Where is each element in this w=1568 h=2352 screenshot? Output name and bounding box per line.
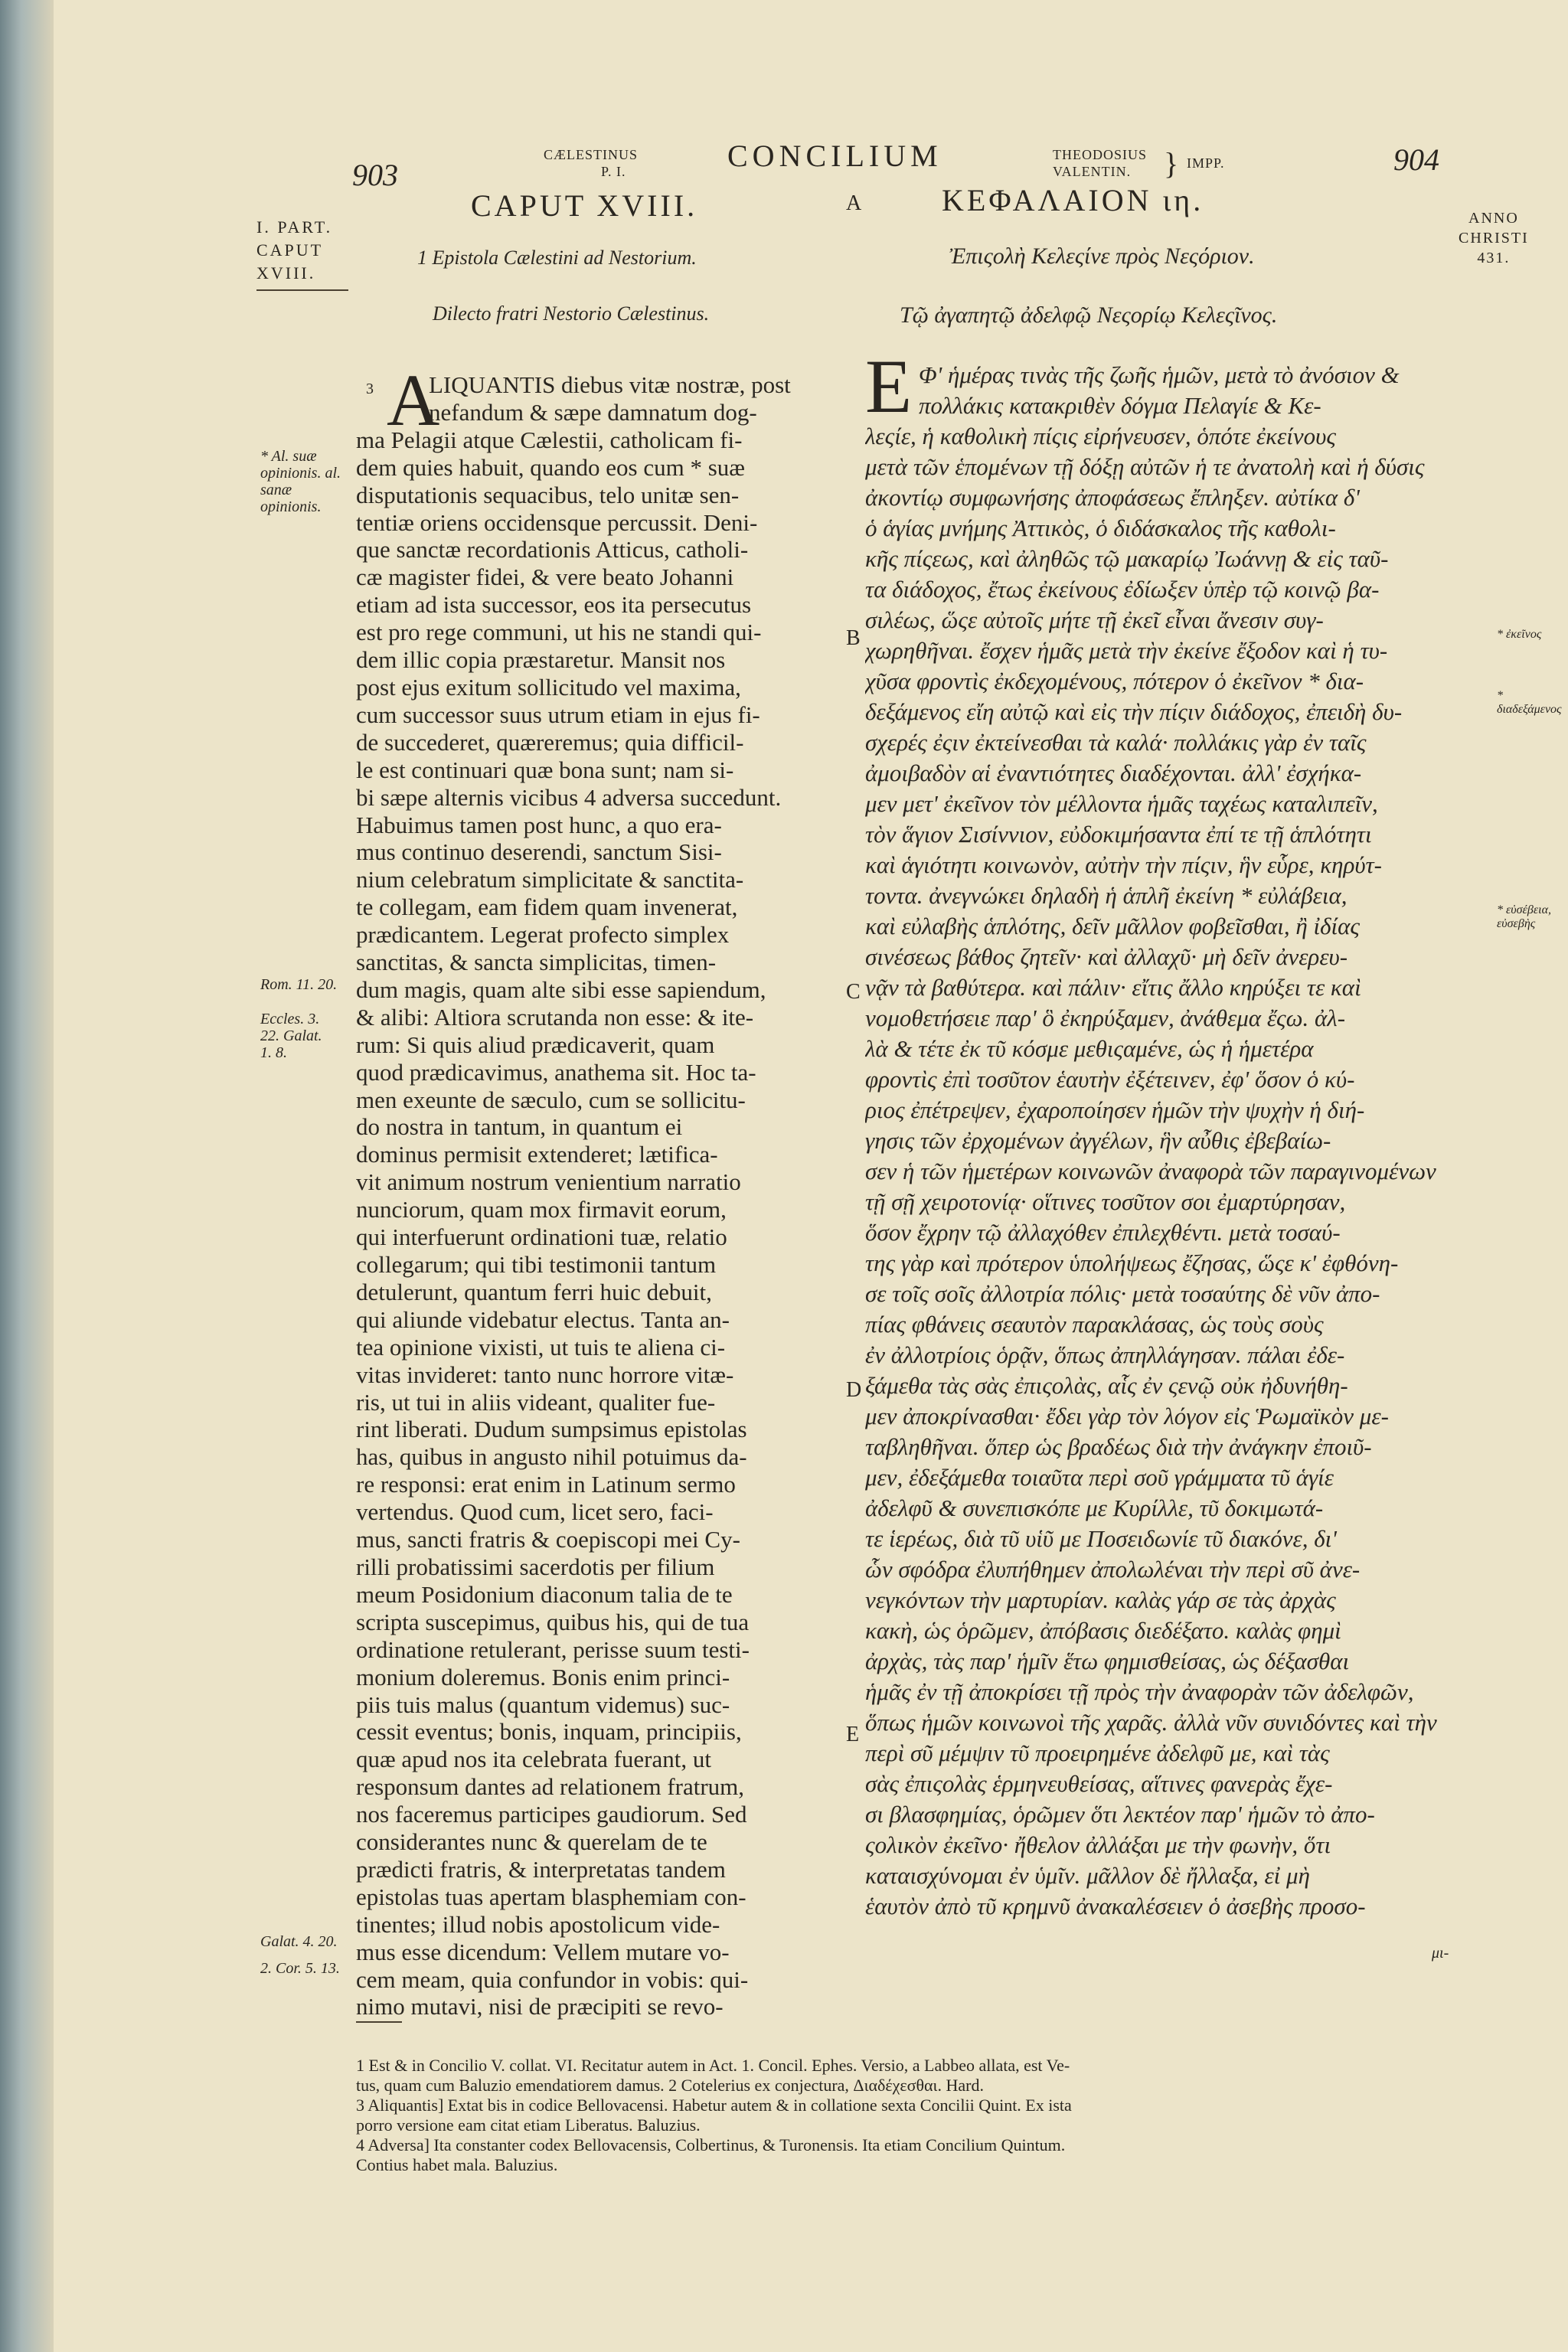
- latin-text-line: que sanctæ recordationis Atticus, catholi-: [356, 536, 749, 564]
- greek-text-line: ἀρχὰς, τὰς παρ' ἡμῖν ἕτω φημισθείσας, ὡς δέξασθαι: [865, 1648, 1350, 1674]
- greek-text-line: ἡμᾶς ἐν τῇ ἀποκρίσει τῇ πρὸς τὴν ἀναφορὰν τῶν ἀδελφῶν,: [865, 1678, 1414, 1705]
- latin-text-line: le est continuari quæ bona sunt; nam si-: [356, 756, 734, 783]
- greek-text-line: σχερές ἐςιν ἐκτείνεσθαι τὰ καλά· πολλάκις γὰρ ἐν ταῖς: [865, 729, 1367, 756]
- greek-text-line: ὅσον ἔχρην τῷ ἀλλαχόθεν ἐπιλεχθέντι. μετὰ τοσαύ-: [865, 1219, 1341, 1246]
- latin-text-line: nos faceremus participes gaudiorum. Sed: [356, 1801, 747, 1828]
- greek-text-line: σιλέως, ὥςε αὐτοῖς μήτε τῇ ἐκεῖ εἶναι ἄνεσιν συγ-: [865, 606, 1324, 633]
- latin-text-line: nefandum & sæpe damnatum dog-: [429, 398, 757, 426]
- greek-text-line: ἀδελφῦ & συνεπισκόπε με Κυρίλλε, τῦ δοκιμωτά-: [865, 1494, 1324, 1521]
- latin-text-line: tea opinione vixisti, ut tuis te aliena ci-: [356, 1333, 726, 1361]
- part-indicator: [256, 216, 332, 285]
- latin-text-line: dominus permisit extenderet; lætifica-: [356, 1141, 718, 1168]
- greek-text-line: ξάμεθα τὰς σὰς ἐπιςολὰς, αἷς ἐν ςενῷ οὐκ ἠδυνήθη-: [865, 1372, 1348, 1399]
- latin-text-line: vit animum nostrum venientium narratio: [356, 1168, 741, 1196]
- latin-text-line: post ejus exitum sollicitudo vel maxima,: [356, 673, 741, 701]
- latin-text-line: nium celebratum simplicitate & sanctita-: [356, 866, 744, 893]
- book-page: [54, 0, 1568, 2352]
- greek-text-line: καὶ ἁγιότητι κοινωνὸν, αὐτὴν τὴν πίςιν, ἣν εὗρε, κηρύτ-: [865, 851, 1382, 878]
- greek-text-line: ταβληθῆναι. ὅπερ ὡς βραδέως διὰ τὴν ἀνάγκην ἐποιῦ-: [865, 1433, 1372, 1460]
- latin-text-line: prædicantem. Legerat profecto simplex: [356, 921, 730, 949]
- running-title: CONCILIUM: [727, 139, 942, 173]
- margin-note-rom: Rom. 11. 20.: [260, 976, 338, 993]
- header-left-small-bottom: P. I.: [601, 164, 626, 179]
- latin-text-line: dem illic copia præstaretur. Mansit nos: [356, 646, 726, 674]
- greek-text-line: σεν ἡ τῶν ἡμετέρων κοινωνῶν ἀναφορὰ τῶν παραγινομένων: [865, 1158, 1436, 1184]
- latin-text-line: epistolas tuas apertam blasphemiam con-: [356, 1883, 746, 1910]
- margin-note-variant: * Al. suæ opinionis. al. sanæ opinionis.: [260, 448, 341, 515]
- anno-line: ANNO: [1468, 210, 1519, 227]
- latin-text-line: bi sæpe alternis vicibus 4 adversa succedunt.: [356, 783, 782, 811]
- latin-text-line: re responsi: erat enim in Latinum sermo: [356, 1471, 736, 1498]
- margin-note-cor: 2. Cor. 5. 13.: [260, 1960, 340, 1977]
- latin-text-line: collegarum; qui tibi testimonii tantum: [356, 1251, 717, 1278]
- latin-text-column: [356, 371, 865, 2020]
- latin-text-line: mus continuo deserendi, sanctum Sisi-: [356, 838, 722, 866]
- column-end-rule: [356, 2021, 402, 2023]
- margin-rule: [256, 289, 348, 291]
- margin-note-eusebeia: * εὐσέβεια, εὐσεβὴς: [1497, 903, 1551, 930]
- greek-text-line: τὸν ἅγιον Σισίννιον, εὐδοκιμήσαντα ἐπί τε τῇ ἁπλότητι: [865, 821, 1372, 848]
- book-page-edge: [0, 0, 54, 2352]
- greek-chapter-heading: ΚΕΦΑΛΑΙΟΝ ιη.: [942, 183, 1204, 217]
- greek-text-line: πίας φθάνεις σεαυτὸν παρακλάσας, ὡς τοὺς σοὺς: [865, 1311, 1324, 1338]
- latin-text-line: est pro rege communi, ut his ne standi qui-: [356, 619, 762, 646]
- anno-christi: [1459, 208, 1529, 268]
- latin-text-line: dem quies habuit, quando eos cum * suæ: [356, 453, 745, 481]
- greek-text-line: λὰ & τέτε ἐκ τῦ κόσμε μεθιςαμένε, ὡς ἡ ἡμετέρα: [865, 1035, 1314, 1062]
- latin-text-line: cem meam, quia confundor in vobis: qui-: [356, 1965, 749, 1993]
- latin-text-line: quæ apud nos ita celebrata fuerant, ut: [356, 1746, 711, 1773]
- header-left-small-top: CÆLESTINUS: [544, 147, 639, 162]
- margin-note-galat: Galat. 4. 20.: [260, 1933, 338, 1950]
- latin-text-line: te collegam, eam fidem quam invenerat,: [356, 893, 738, 921]
- header-right-small-top: THEODOSIUS: [1053, 147, 1148, 162]
- section-letter-a: A: [846, 191, 862, 215]
- section-letter-b: B: [846, 626, 861, 650]
- greek-text-line: σινέσεως βάθος ζητεῖν· καὶ ἀλλαχῦ· μὴ δεῖν ἀνερευ-: [865, 943, 1348, 970]
- latin-text-line: mus, sancti fratris & coepiscopi mei Cy-: [356, 1526, 740, 1553]
- latin-text-line: de succederet, quæreremus; quia difficil-: [356, 728, 744, 756]
- latin-text-line: rint liberati. Dudum sumpsimus epistolas: [356, 1416, 747, 1443]
- latin-text-line: vitas invideret: tanto nunc horrore vitæ-: [356, 1361, 734, 1388]
- latin-text-line: dum magis, quam alte sibi esse sapiendum,: [356, 975, 766, 1003]
- greek-text-line: ἐν ἀλλοτρίοις ὁρᾷν, ὅπως ἀπηλλάγησαν. πάλαι ἐδε-: [865, 1341, 1345, 1368]
- right-page-number: 904: [1393, 142, 1439, 177]
- greek-text-line: ςολικὸν ἐκεῖνο· ἤθελον ἀλλάξαι με τὴν φωνὴν, ὅτι: [865, 1831, 1331, 1858]
- part-line: CAPUT: [256, 240, 324, 260]
- latin-text-line: etiam ad ista successor, eos ita persecutus: [356, 591, 752, 619]
- latin-text-line: ordinatione retulerant, perisse suum testi-: [356, 1635, 750, 1663]
- latin-epistle-title: 1 Epistola Cælestini ad Nestorium.: [417, 247, 697, 269]
- header-right-suffix: IMPP.: [1187, 155, 1225, 171]
- greek-text-column: [865, 360, 1485, 1922]
- greek-text-line: φροντὶς ἐπὶ τοσῦτον ἑαυτὴν ἐξέτεινεν, ἐφ' ὅσον ὁ κύ-: [865, 1066, 1355, 1093]
- latin-text-line: rilli probatissimi sacerdotis per filium: [356, 1553, 715, 1580]
- greek-text-line: μετὰ τῶν ἑπομένων τῇ δόξῃ αὐτῶν ἡ τε ἀνατολὴ καὶ ἡ δύσις: [865, 453, 1425, 480]
- footnote-line: 3 Aliquantis] Extat bis in codice Bellovacensi. Habetur autem & in collatione sexta Concilii Quint. Ex ista: [356, 2096, 1072, 2115]
- margin-note-diadexamenos: * διαδεξάμενος: [1497, 689, 1562, 716]
- greek-text-line: μεν ἀποκρίνασθαι· ἔδει γὰρ τὸν λόγον εἰς Ῥωμαϊκὸν με-: [865, 1403, 1389, 1429]
- latin-text-line: LIQUANTIS diebus vitæ nostræ, post: [429, 371, 791, 398]
- greek-text-line: νᾷν τὰ βαθύτερα. καὶ πάλιν· εἴτις ἄλλο κηρύξει τε καὶ: [865, 974, 1361, 1001]
- greek-text-line: ὧν σφόδρα ἐλυπήθημεν ἀπολωλέναι τὴν περὶ σῦ ἀνε-: [865, 1556, 1361, 1583]
- greek-text-line: κῆς πίςεως, καὶ ἀληθῶς τῷ μακαρίῳ Ἰωάννῃ & εἰς ταῦ-: [865, 545, 1389, 572]
- footnote-line: porro versione eam citat etiam Liberatus. Baluzius.: [356, 2115, 701, 2135]
- anno-line: CHRISTI: [1459, 230, 1529, 247]
- latin-text-line: responsum dantes ad relationem fratrum,: [356, 1773, 745, 1801]
- latin-text-line: disputationis sequacibus, telo unitæ sen-: [356, 481, 740, 508]
- latin-text-line: men exeunte de sæculo, cum se sollicitu-: [356, 1086, 746, 1113]
- latin-text-line: rum: Si quis aliud prædicaverit, quam: [356, 1031, 715, 1058]
- latin-text-line: qui interfuerunt ordinationi tuæ, relatio: [356, 1223, 727, 1251]
- greek-text-line: χῦσα φροντὶς ἐκδεχομένους, πότερον ὁ ἐκεῖνον * δια-: [865, 668, 1364, 694]
- greek-text-line: μεν, ἐδεξάμεθα τοιαῦτα περὶ σοῦ γράμματα τῦ ἁγίε: [865, 1464, 1334, 1491]
- latin-text-line: scripta suscepimus, quibus his, qui de tua: [356, 1608, 750, 1635]
- latin-text-line: nimo mutavi, nisi de præcipiti se revo-: [356, 1993, 724, 2020]
- latin-text-line: & alibi: Altiora scrutanda non esse: & ite-: [356, 1003, 754, 1031]
- footnote-line: 4 Adversa] Ita constanter codex Bellovacensis, Colbertinus, & Turonensis. Ita etiam Concilium Quintum.: [356, 2135, 1066, 2154]
- greek-text-line: κακὴ, ὡς ὁρῶμεν, ἀπόβασις διεδέξατο. καλὰς φημὶ: [865, 1617, 1341, 1644]
- greek-text-line: τε ἱερέως, διὰ τῦ υἱῦ με Ποσειδωνίε τῦ διακόνε, δι': [865, 1525, 1337, 1552]
- latin-text-line: has, quibus in angusto nihil potuimus da-: [356, 1443, 747, 1471]
- latin-text-line: mus esse dicendum: Vellem mutare vo-: [356, 1938, 730, 1965]
- footnote-line: Contius habet mala. Baluzius.: [356, 2155, 558, 2174]
- latin-text-line: quod prædicavimus, anathema sit. Hoc ta-: [356, 1058, 756, 1086]
- latin-text-line: detulerunt, quantum ferri huic debuit,: [356, 1278, 712, 1305]
- section-letter-c: C: [846, 980, 861, 1004]
- greek-text-line: ὁ ἁγίας μνήμης Ἀττικὸς, ὁ διδάσκαλος τῆς καθολι-: [865, 514, 1336, 541]
- brace-glyph: }: [1164, 146, 1179, 181]
- latin-text-line: cum successor suus utrum etiam in ejus fi-: [356, 701, 760, 728]
- greek-text-line: ριος ἐπέτρεψεν, ἐχαροποίησεν ἡμῶν τὴν ψυχὴν ἡ διή-: [865, 1096, 1365, 1123]
- greek-epistle-title: Ἐπιςολὴ Κελεςίνε πρὸς Νεςόριον.: [949, 243, 1255, 269]
- greek-text-line: μεν μετ' ἐκεῖνον τὸν μέλλοντα ἡμᾶς ταχέως καταλιπεῖν,: [865, 790, 1378, 817]
- greek-text-line: περὶ σῦ μέμψιν τῦ προειρημένε ἀδελφῦ με, καὶ τὰς: [865, 1740, 1330, 1766]
- greek-text-line: χωρηθῆναι. ἔσχεν ἡμᾶς μετὰ τὴν ἐκείνε ἔξοδον καὶ ἡ τυ-: [865, 637, 1388, 664]
- section-letter-e: E: [846, 1723, 860, 1746]
- greek-text-line: τα διάδοχος, ἔτως ἐκείνους ἐδίωξεν ὑπὲρ τῷ κοινῷ βα-: [865, 576, 1380, 603]
- header-right-small-bottom: VALENTIN.: [1053, 164, 1132, 179]
- latin-text-line: vertendus. Quod cum, licet sero, faci-: [356, 1498, 714, 1526]
- left-page-number: 903: [352, 158, 398, 192]
- latin-text-line: qui aliunde videbatur electus. Tanta an-: [356, 1305, 730, 1333]
- greek-text-line: Φ' ἡμέρας τινὰς τῆς ζωῆς ἡμῶν, μετὰ τὸ ἀνόσιον &: [919, 361, 1400, 388]
- latin-text-line: prædicti fratris, & interpretatas tandem: [356, 1855, 726, 1883]
- greek-text-line: γησις τῶν ἐρχομένων ἀγγέλων, ἣν αὖθις ἐβεβαίω-: [865, 1127, 1331, 1154]
- latin-text-line: piis tuis malus (quantum videmus) suc-: [356, 1690, 730, 1718]
- greek-text-line: δεξάμενος εἴη αὐτῷ καὶ εἰς τὴν πίςιν διάδοχος, ἐπειδὴ δυ-: [865, 698, 1403, 725]
- greek-salutation: Τῷ ἀγαπητῷ ἀδελφῷ Νεςορίῳ Κελεςῖνος.: [900, 302, 1278, 328]
- greek-text-line: νεγκόντων τὴν μαρτυρίαν. καλὰς γάρ σε τὰς ἀρχὰς: [865, 1586, 1336, 1613]
- greek-text-line: σὰς ἐπιςολὰς ἑρμηνευθείσας, αἵτινες φανερὰς ἔχε-: [865, 1770, 1333, 1797]
- greek-text-line: νομοθετήσειε παρ' ὃ ἐκηρύξαμεν, ἀνάθεμα ἔςω. ἀλ-: [865, 1004, 1346, 1031]
- greek-text-line: ἀμοιβαδὸν αἱ ἐναντιότητες διαδέχονται. ἀλλ' ἐσχήκα-: [865, 760, 1362, 786]
- anno-line: 431.: [1477, 250, 1511, 266]
- catchword: μι-: [1432, 1945, 1449, 1962]
- section-letter-d: D: [846, 1378, 862, 1402]
- greek-text-line: λεςίε, ἡ καθολικὴ πίςις εἰρήνευσεν, ὁπότε ἐκείνους: [865, 423, 1336, 449]
- part-line: I. PART.: [256, 217, 333, 237]
- greek-text-line: τοντα. ἀνεγνώκει δηλαδὴ ἡ ἁπλῆ ἐκείνη * εὐλάβεια,: [865, 882, 1348, 909]
- margin-note-ekeinos: * ἐκεῖνος: [1497, 628, 1542, 641]
- latin-text-line: nunciorum, quam mox firmavit eorum,: [356, 1196, 727, 1223]
- latin-text-line: Habuimus tamen post hunc, a quo era-: [356, 811, 722, 838]
- part-line: XVIII.: [256, 263, 316, 283]
- latin-text-line: tentiæ oriens occidensque percussit. Deni-: [356, 508, 758, 536]
- latin-text-line: do nostra in tantum, in quantum ei: [356, 1113, 683, 1141]
- latin-text-line: considerantes nunc & querelam de te: [356, 1828, 707, 1856]
- footnotes: [356, 2056, 1504, 2175]
- latin-drop-cap: A: [387, 359, 440, 441]
- margin-note-eccles: Eccles. 3. 22. Galat. 1. 8.: [260, 1011, 322, 1061]
- latin-text-line: tinentes; illud nobis apostolicum vide-: [356, 1910, 720, 1938]
- latin-note-mark: 3: [366, 381, 374, 397]
- latin-text-line: cessit eventus; bonis, inquam, principiis,: [356, 1718, 742, 1746]
- greek-drop-cap: Ε: [865, 344, 913, 429]
- latin-chapter-heading: CAPUT XVIII.: [471, 188, 698, 223]
- latin-text-line: ris, ut tui in aliis videant, qualiter fue-: [356, 1388, 716, 1416]
- footnote-line: tus, quam cum Baluzio emendatiorem damus. 2 Cotelerius ex conjectura, Διαδέχεσθαι. Hard.: [356, 2076, 984, 2095]
- latin-text-line: cæ magister fidei, & vere beato Johanni: [356, 564, 734, 591]
- latin-text-line: ma Pelagii atque Cælestii, catholicam fi-: [356, 426, 743, 453]
- footnote-line: 1 Est & in Concilio V. collat. VI. Recitatur autem in Act. 1. Concil. Ephes. Versio, a Labbeo allata, est Ve-: [356, 2056, 1070, 2075]
- greek-text-line: ἑαυτὸν ἀπὸ τῦ κρημνῦ ἀνακαλέσειεν ὁ ἀσεβὴς προσο-: [865, 1893, 1366, 1919]
- greek-text-line: καὶ εὐλαβὴς ἁπλότης, δεῖν μᾶλλον φοβεῖσθαι, ἢ ἰδίας: [865, 913, 1360, 939]
- greek-text-line: της γὰρ καὶ πρότερον ὑπολήψεως ἔζησας, ὥςε κ' ἐφθόνη-: [865, 1250, 1399, 1276]
- latin-text-line: monium doleremus. Bonis enim princi-: [356, 1663, 730, 1690]
- latin-text-line: sanctitas, & sancta simplicitas, timen-: [356, 949, 717, 976]
- greek-text-line: καταισχύνομαι ἐν ὑμῖν. μᾶλλον δὲ ἤλλαξα, εἰ μὴ: [865, 1862, 1310, 1889]
- greek-text-line: ὅπως ἡμῶν κοινωνοὶ τῆς χαρᾶς. ἀλλὰ νῦν συνιδόντες καὶ τὴν: [865, 1709, 1437, 1736]
- greek-text-line: τῇ σῇ χειροτονίᾳ· οἵτινες τοσῦτον σοι ἐμαρτύρησαν,: [865, 1188, 1346, 1215]
- greek-text-line: ἀκοντίῳ συμφωνήσης ἀποφάσεως ἔπληξεν. αὐτίκα δ': [865, 484, 1360, 511]
- greek-text-line: σι βλασφημίας, ὁρῶμεν ὅτι λεκτέον παρ' ἡμῶν τὸ ἀπο-: [865, 1801, 1375, 1828]
- latin-salutation: Dilecto fratri Nestorio Cælestinus.: [433, 302, 710, 325]
- greek-text-line: πολλάκις κατακριθὲν δόγμα Πελαγίε & Κε-: [919, 392, 1321, 419]
- latin-text-line: meum Posidonium diaconum talia de te: [356, 1580, 733, 1608]
- greek-text-line: σε τοῖς σοῖς ἀλλοτρία πόλις· μετὰ τοσαύτης δὲ νῦν ἀπο-: [865, 1280, 1380, 1307]
